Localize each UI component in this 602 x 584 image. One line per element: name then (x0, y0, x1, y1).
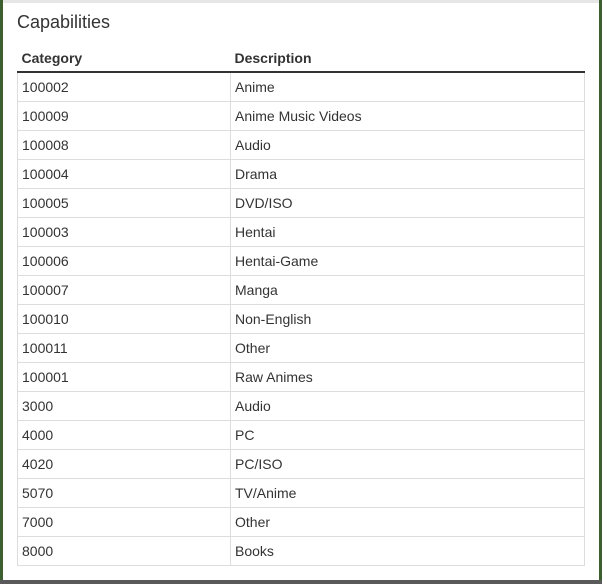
category-cell: 8000 (18, 537, 231, 566)
description-cell: Audio (231, 131, 585, 160)
table-row (18, 102, 585, 131)
capabilities-dialog (3, 0, 599, 580)
table-row (18, 334, 585, 363)
category-cell: 100005 (18, 189, 231, 218)
category-cell: 100008 (18, 131, 231, 160)
table-row (18, 508, 585, 537)
description-cell: Raw Animes (231, 363, 585, 392)
description-cell: DVD/ISO (231, 189, 585, 218)
table-row (18, 305, 585, 334)
dialog-title: Capabilities (17, 12, 111, 32)
category-cell: 100009 (18, 102, 231, 131)
category-cell: 100011 (18, 334, 231, 363)
category-cell: 100003 (18, 218, 231, 247)
table-row (18, 479, 585, 508)
column-header-category: Category (18, 45, 231, 72)
table-row (18, 276, 585, 305)
description-cell: PC (231, 421, 585, 450)
category-cell: 100010 (18, 305, 231, 334)
table-body (18, 72, 585, 566)
description-cell: Anime Music Videos (231, 102, 585, 131)
description-cell: Other (231, 334, 585, 363)
description-cell: Hentai-Game (231, 247, 585, 276)
description-cell: TV/Anime (231, 479, 585, 508)
table-row (18, 392, 585, 421)
description-cell: Manga (231, 276, 585, 305)
table-row (18, 421, 585, 450)
table-row (18, 160, 585, 189)
description-cell: Hentai (231, 218, 585, 247)
table-row (18, 247, 585, 276)
table-row (18, 131, 585, 160)
description-cell: Non-English (231, 305, 585, 334)
category-cell: 7000 (18, 508, 231, 537)
category-cell: 4020 (18, 450, 231, 479)
category-cell: 100004 (18, 160, 231, 189)
category-cell: 100007 (18, 276, 231, 305)
category-cell: 4000 (18, 421, 231, 450)
description-cell: Books (231, 537, 585, 566)
column-header-description: Description (231, 45, 585, 72)
table-header-row (18, 45, 585, 72)
table-row (18, 450, 585, 479)
table-row (18, 72, 585, 102)
category-cell: 100001 (18, 363, 231, 392)
capabilities-table (17, 45, 585, 566)
description-cell: Anime (231, 72, 585, 102)
backdrop-bottom (0, 580, 602, 584)
table-row (18, 537, 585, 566)
category-cell: 100002 (18, 72, 231, 102)
description-cell: Audio (231, 392, 585, 421)
table-row (18, 363, 585, 392)
description-cell: Drama (231, 160, 585, 189)
category-cell: 5070 (18, 479, 231, 508)
description-cell: Other (231, 508, 585, 537)
table-row (18, 189, 585, 218)
category-cell: 3000 (18, 392, 231, 421)
table-row (18, 218, 585, 247)
description-cell: PC/ISO (231, 450, 585, 479)
category-cell: 100006 (18, 247, 231, 276)
